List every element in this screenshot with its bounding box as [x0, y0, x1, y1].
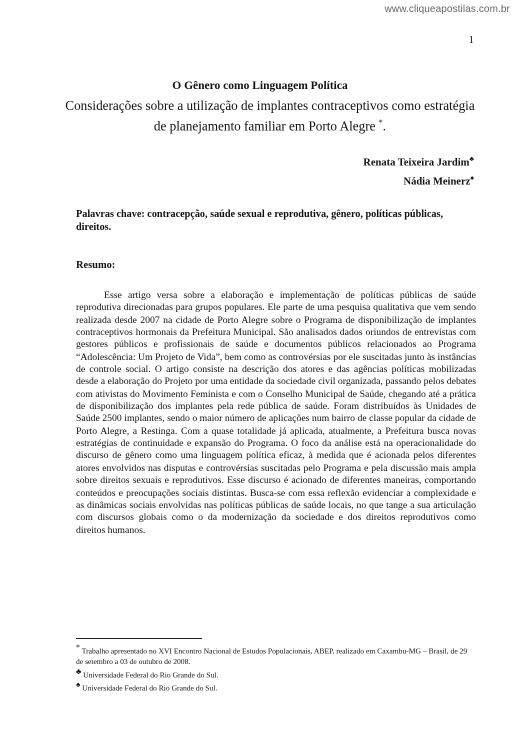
footnotes [76, 643, 476, 694]
abstract-body: Esse artigo versa sobre a elaboração e implementação de políticas públicas de saúde reprodutiva direcionadas para grupos populares. Ele parte de uma pesquisa qualitativa que vem sendo realizada desde 2007 na cidade de Porto Alegre sobre o Programa de disponibilização de implantes contraceptivos hormonais da Prefeitura Municipal. São analisados dados oriundos de entrevistas com gestores públicos e profissionais de saúde e documentos públicos relacionados ao Programa “Adolescência: Um Projeto de Vida”, bem como as controvérsias por ele suscitadas junto às instâncias de controle social. O artigo consiste na descrição dos atores e das agências políticas mobilizadas desde a elaboração do Projeto por uma entidade da sociedade civil organizada, passando pelos debates com ativistas do Movimento Feminista e com o Conselho Municipal de Saúde, chegando até a prática de disponibilização dos implantes pela rede pública de saúde. Foram distribuídos às Unidades de Saúde 2500 implantes, sendo o maior número de aplicações num bairro de classe popular da cidade de Porto Alegre, a Restinga. Com a quase totalidade já aplicada, atualmente, a Prefeitura busca novas estratégias de continuidade e expansão do Programa. O foco da análise está na operacionalidade do discurso de gênero como uma linguagem política eficaz, à medida que é acionada pelos diferentes atores envolvidos nas disputas e controvérsias suscitadas pelo Programa e pela discussão mais ampla sobre direitos sexuais e reprodutivos. Esse discurso é acionado de diferentes maneiras, comportando conteúdos e preocupações sociais distintas. Busca-se com essa reflexão evidenciar a complexidade e as dinâmicas sociais envolvidas nas políticas públicas de saúde locais, no que tange a sua articulação com discursos globais como o da modernização da sociedade e dos direitos reprodutivos como direitos humanos. [76, 290, 476, 536]
author-2-name: Nádia Meinerz [403, 176, 471, 188]
author-1-mark: ♣ [469, 155, 474, 163]
paper-title: O Gênero como Linguagem Política [172, 80, 348, 92]
footnote-2 [76, 667, 476, 681]
author-2 [404, 174, 475, 188]
footnote-3 [76, 680, 476, 694]
footnote-3-text: Universidade Federal do Rio Grande do Sul. [82, 683, 218, 693]
paper-subtitle [60, 97, 480, 134]
page-number: 1 [468, 34, 474, 46]
footnote-1-mark: * [76, 643, 80, 652]
keywords: Palavras chave: contracepção, saúde sexual e reprodutiva, gênero, políticas públicas, direitos. [76, 209, 444, 233]
footnote-3-mark: ♠ [76, 680, 81, 690]
watermark-link[interactable]: www.cliqueapostilas.com.br [384, 4, 510, 15]
abstract-heading: Resumo: [76, 260, 116, 271]
subtitle-text: Considerações sobre a utilização de implantes contraceptivos como estratégia de planejamento familiar em Porto Alegre [65, 98, 475, 134]
footnote-1 [76, 643, 476, 667]
author-1 [363, 155, 474, 169]
footnote-1-text: Trabalho apresentado no XVI Encontro Nacional de Estudos Populacionais, ABEP, realizado em Caxambu-MG – Brasil, de 29 de setembro a 03 de outubro de 2008. [76, 646, 468, 666]
footnote-2-text: Universidade Federal do Rio Grande do Sul. [83, 670, 219, 680]
author-1-name: Renata Teixeira Jardim [363, 157, 470, 169]
author-2-mark: ♠ [470, 174, 474, 182]
subtitle-footnote-mark: * [378, 118, 383, 127]
footnote-2-mark: ♣ [76, 666, 82, 676]
footnote-divider [76, 638, 202, 639]
subtitle-end: . [382, 118, 387, 134]
